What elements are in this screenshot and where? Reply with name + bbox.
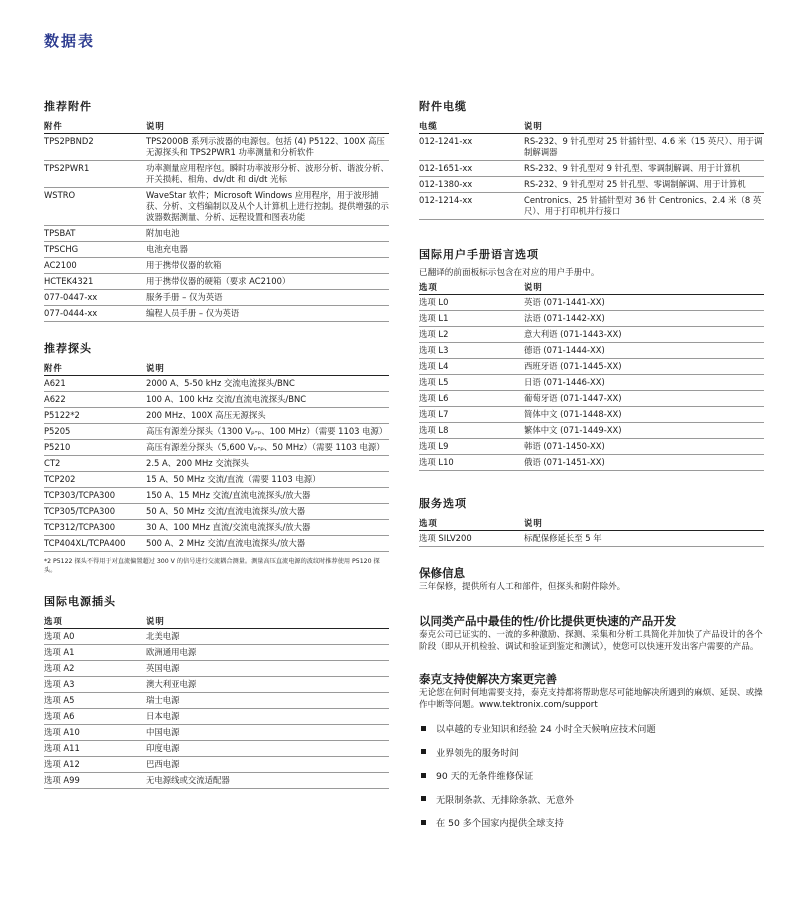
bullet-text: 无限制条款、无排除条款、无意外 (436, 794, 574, 806)
table-row (44, 290, 389, 306)
table-row (44, 693, 389, 709)
table-cell-description: 意大利语 (071-1443-XX) (524, 327, 764, 343)
table-cell-item: P5205 (44, 424, 146, 440)
table-body (44, 629, 389, 789)
table-cell-description: 繁体中文 (071-1449-XX) (524, 423, 764, 439)
bullet-text: 业界领先的服务时间 (436, 747, 519, 759)
table-row (419, 193, 764, 220)
table-cell-item: 选项 A99 (44, 773, 146, 789)
table-row (419, 375, 764, 391)
bullet-text: 90 天的无条件维修保证 (436, 771, 534, 783)
table-body (44, 376, 389, 552)
table-row (44, 520, 389, 536)
table-row (44, 424, 389, 440)
table-cell-description: 澳大利亚电源 (146, 677, 389, 693)
table-row (44, 709, 389, 725)
table-cell-description: 功率测量应用程序包。瞬时功率波形分析、波形分析、谐波分析、开关损耗、相角、dv/dt 和 di/dt 光标 (146, 161, 389, 188)
table-cell-description: 200 MHz、100X 高压无源探头 (146, 408, 389, 424)
table-cell-item: 选项 A12 (44, 757, 146, 773)
table-cell-item: TCP303/TCPA300 (44, 488, 146, 504)
table-cell-description: 日本电源 (146, 709, 389, 725)
table-cell-description: 英国电源 (146, 661, 389, 677)
table-cell-description: 高压有源差分探头（1300 Vₚ-ₚ、100 MHz）（需要 1103 电源） (146, 424, 389, 440)
table-cell-description: 50 A、50 MHz 交流/直流电流探头/放大器 (146, 504, 389, 520)
table-row (419, 343, 764, 359)
table-header-row (44, 615, 389, 629)
table-body (419, 134, 764, 220)
table-cell-item: A622 (44, 392, 146, 408)
table-cell-item: 选项 A10 (44, 725, 146, 741)
table-cell-item: TPS2PWR1 (44, 161, 146, 188)
table-row (419, 391, 764, 407)
table-cell-item: 选项 L2 (419, 327, 524, 343)
list-item (419, 768, 764, 782)
table-cell-description: RS-232、9 针孔型对 9 针孔型、零调制解调、用于计算机 (524, 161, 764, 177)
table-cell-description: 中国电源 (146, 725, 389, 741)
table-row (44, 725, 389, 741)
table-row (44, 741, 389, 757)
list-item (419, 721, 764, 735)
table-cell-item: 选项 A5 (44, 693, 146, 709)
left-column (44, 98, 389, 789)
table-header-row (419, 120, 764, 134)
table-cell-item: 选项 A0 (44, 629, 146, 645)
table-cell-description: 500 A、2 MHz 交流/直流电流探头/放大器 (146, 536, 389, 552)
table-row (44, 274, 389, 290)
table-cell-description: RS-232、9 针孔型对 25 针插针型、4.6 米（15 英尺）、用于调制解调器 (524, 134, 764, 161)
table-cell-item: A621 (44, 376, 146, 392)
list-item (419, 815, 764, 829)
table-cell-item: 077-0447-xx (44, 290, 146, 306)
best-value-title: 以同类产品中最佳的性/价比提供更快速的产品开发 (419, 614, 677, 629)
table-cell-item: 012-1214-xx (419, 193, 524, 220)
table-cell-description: 葡萄牙语 (071-1447-XX) (524, 391, 764, 407)
table-cell-item: 077-0444-xx (44, 306, 146, 322)
table-cell-description: 标配保修延长至 5 年 (524, 531, 764, 547)
table-row (44, 773, 389, 789)
column-header: 说明 (146, 615, 389, 629)
table-cell-description: 编程人员手册 – 仅为英语 (146, 306, 389, 322)
table-cell-description: 30 A、100 MHz 直流/交流电流探头/放大器 (146, 520, 389, 536)
table-cell-description: 简体中文 (071-1448-XX) (524, 407, 764, 423)
table-row (44, 440, 389, 456)
table-cell-description: Centronics、25 针插针型对 36 针 Centronics、2.4 米（8 英尺）、用于打印机并行接口 (524, 193, 764, 220)
table-row (44, 757, 389, 773)
table-row (419, 407, 764, 423)
power-plugs-table (44, 615, 389, 789)
table-cell-item: 选项 L7 (419, 407, 524, 423)
table-cell-description: 服务手册 – 仅为英语 (146, 290, 389, 306)
table-row (44, 661, 389, 677)
table-cell-description: 巴西电源 (146, 757, 389, 773)
table-header-row (44, 362, 389, 376)
table-cell-item: 选项 L5 (419, 375, 524, 391)
table-cell-description: 高压有源差分探头（5,600 Vₚ-ₚ、50 MHz）（需要 1103 电源） (146, 440, 389, 456)
table-row (44, 258, 389, 274)
table-row (419, 455, 764, 471)
table-row (44, 677, 389, 693)
table-row (44, 629, 389, 645)
table-row (44, 161, 389, 188)
table-cell-item: 选项 A2 (44, 661, 146, 677)
table-cell-description: 北美电源 (146, 629, 389, 645)
table-row (44, 408, 389, 424)
table-row (44, 392, 389, 408)
accessory-cables-table (419, 120, 764, 220)
list-item (419, 745, 764, 759)
table-cell-description: 100 A、100 kHz 交流/直流电流探头/BNC (146, 392, 389, 408)
table-cell-item: 选项 A3 (44, 677, 146, 693)
table-cell-item: TCP404XL/TCPA400 (44, 536, 146, 552)
column-header: 附件 (44, 120, 146, 134)
table-cell-item: 选项 L1 (419, 311, 524, 327)
table-row (44, 645, 389, 661)
table-cell-item: TPSBAT (44, 226, 146, 242)
table-cell-description: 日语 (071-1446-XX) (524, 375, 764, 391)
service-options-table (419, 517, 764, 547)
table-cell-description: 韩语 (071-1450-XX) (524, 439, 764, 455)
column-header: 说明 (524, 281, 764, 295)
table-cell-item: HCTEK4321 (44, 274, 146, 290)
best-value-text: 泰克公司已证实的、一流的多种激励、探测、采集和分析工具简化并加快了产品设计的各个阶段（即从开机检验、调试和验证到鉴定和测试），使您可以快速开发出客户需要的产品。 (419, 630, 763, 652)
table-cell-description: RS-232、9 针孔型对 25 针孔型、零调制解调、用于计算机 (524, 177, 764, 193)
table-cell-description: 2.5 A、200 MHz 交流探头 (146, 456, 389, 472)
table-body (44, 134, 389, 322)
table-cell-item: 选项 L4 (419, 359, 524, 375)
support-title: 泰克支持使解决方案更完善 (419, 672, 557, 687)
table-row (419, 134, 764, 161)
table-row (44, 456, 389, 472)
table-cell-item: TCP312/TCPA300 (44, 520, 146, 536)
bullet-text: 以卓越的专业知识和经验 24 小时全天候响应技术问题 (436, 724, 656, 736)
table-row (419, 327, 764, 343)
table-cell-item: TCP305/TCPA300 (44, 504, 146, 520)
column-header: 选项 (44, 615, 146, 629)
table-cell-description: 瑞士电源 (146, 693, 389, 709)
table-row (419, 311, 764, 327)
table-cell-item: AC2100 (44, 258, 146, 274)
table-cell-item: 选项 L6 (419, 391, 524, 407)
table-row (44, 242, 389, 258)
table-cell-description: WaveStar 软件；Microsoft Windows 应用程序，用于波形捕获、分析、文档编制以及从个人计算机上进行控制。提供增强的示波器数据测量、分析、远程设置和图表功能 (146, 188, 389, 226)
column-header: 说明 (146, 120, 389, 134)
table-cell-description: 德语 (071-1444-XX) (524, 343, 764, 359)
probe-footnote: *2 P5122 探头不得用于对直流偏置超过 300 V 的信号进行交流耦合测量。测量高压直流电源的波纹时推荐使用 P5120 探头。 (44, 558, 380, 574)
support-text: 无论您在何时何地需要支持，泰克支持都将帮助您尽可能地解决所遇到的麻烦、延误、或操作中断等问题。www.tektronix.com/support (419, 688, 763, 710)
table-row (44, 536, 389, 552)
page-title: 数据表 (44, 32, 96, 50)
table-body (419, 531, 764, 547)
table-cell-description: 无电源线或交流适配器 (146, 773, 389, 789)
table-header-row (44, 120, 389, 134)
table-cell-item: TPSCHG (44, 242, 146, 258)
table-cell-item: 选项 A6 (44, 709, 146, 725)
table-cell-description: 附加电池 (146, 226, 389, 242)
table-cell-description: 用于携带仪器的软箱 (146, 258, 389, 274)
table-row (44, 226, 389, 242)
power-plugs-title: 国际电源插头 (44, 595, 116, 609)
table-row (419, 531, 764, 547)
column-header: 说明 (524, 517, 764, 531)
accessory-cables-title: 附件电缆 (419, 100, 467, 113)
column-header: 选项 (419, 281, 524, 295)
table-row (419, 161, 764, 177)
manual-languages-table (419, 281, 764, 471)
table-cell-item: TPS2PBND2 (44, 134, 146, 161)
table-header-row (419, 281, 764, 295)
table-cell-description: 印度电源 (146, 741, 389, 757)
table-cell-item: 选项 L8 (419, 423, 524, 439)
table-cell-item: CT2 (44, 456, 146, 472)
table-cell-description: 15 A、50 MHz 交流/直流（需要 1103 电源） (146, 472, 389, 488)
table-cell-item: 选项 L0 (419, 295, 524, 311)
table-row (44, 376, 389, 392)
bullet-square-icon (421, 796, 426, 801)
bullet-square-icon (421, 726, 426, 731)
table-cell-item: 012-1241-xx (419, 134, 524, 161)
table-cell-item: 选项 L9 (419, 439, 524, 455)
table-cell-item: P5210 (44, 440, 146, 456)
column-header: 说明 (146, 362, 389, 376)
bullet-text: 在 50 多个国家内提供全球支持 (436, 818, 564, 830)
table-cell-description: 2000 A、5-50 kHz 交流电流探头/BNC (146, 376, 389, 392)
table-cell-description: TPS2000B 系列示波器的电源包。包括 (4) P5122、100X 高压无源探头和 TPS2PWR1 功率测量和分析软件 (146, 134, 389, 161)
table-cell-description: 电池充电器 (146, 242, 389, 258)
table-cell-description: 150 A、15 MHz 交流/直流电流探头/放大器 (146, 488, 389, 504)
table-cell-item: 选项 A11 (44, 741, 146, 757)
table-cell-item: 选项 L10 (419, 455, 524, 471)
table-row (419, 177, 764, 193)
bullet-square-icon (421, 773, 426, 778)
table-cell-description: 用于携带仪器的硬箱（要求 AC2100） (146, 274, 389, 290)
table-cell-item: 012-1380-xx (419, 177, 524, 193)
table-row (44, 306, 389, 322)
warranty-title: 保修信息 (419, 566, 465, 580)
table-cell-item: 选项 L3 (419, 343, 524, 359)
table-cell-description: 西班牙语 (071-1445-XX) (524, 359, 764, 375)
table-row (419, 295, 764, 311)
table-row (44, 504, 389, 520)
manual-languages-intro: 已翻译的前面板标示包含在对应的用户手册中。 (419, 268, 600, 278)
table-cell-item: P5122*2 (44, 408, 146, 424)
column-header: 附件 (44, 362, 146, 376)
recommended-probes-table (44, 362, 389, 552)
column-header: 选项 (419, 517, 524, 531)
table-cell-description: 俄语 (071-1451-XX) (524, 455, 764, 471)
bullet-square-icon (421, 820, 426, 825)
table-cell-description: 欧洲通用电源 (146, 645, 389, 661)
table-row (419, 439, 764, 455)
table-cell-item: 选项 A1 (44, 645, 146, 661)
bullet-square-icon (421, 749, 426, 754)
table-row (44, 472, 389, 488)
warranty-text: 三年保修，提供所有人工和部件，但探头和附件除外。 (419, 582, 626, 592)
table-cell-item: 012-1651-xx (419, 161, 524, 177)
table-body (419, 295, 764, 471)
table-cell-item: TCP202 (44, 472, 146, 488)
support-bullet-list (419, 721, 764, 829)
table-cell-item: 选项 SILV200 (419, 531, 524, 547)
table-header-row (419, 517, 764, 531)
recommended-accessories-table (44, 120, 389, 322)
table-row (44, 188, 389, 226)
table-cell-description: 法语 (071-1442-XX) (524, 311, 764, 327)
recommended-probes-title: 推荐探头 (44, 342, 92, 355)
manual-languages-title: 国际用户手册语言选项 (419, 248, 539, 261)
list-item (419, 792, 764, 806)
table-cell-description: 英语 (071-1441-XX) (524, 295, 764, 311)
table-row (419, 359, 764, 375)
table-cell-item: WSTRO (44, 188, 146, 226)
column-header: 说明 (524, 120, 764, 134)
column-header: 电缆 (419, 120, 524, 134)
table-row (44, 134, 389, 161)
table-row (44, 488, 389, 504)
table-row (419, 423, 764, 439)
recommended-accessories-title: 推荐附件 (44, 100, 92, 113)
right-column (419, 98, 764, 839)
service-options-title: 服务选项 (419, 497, 467, 510)
